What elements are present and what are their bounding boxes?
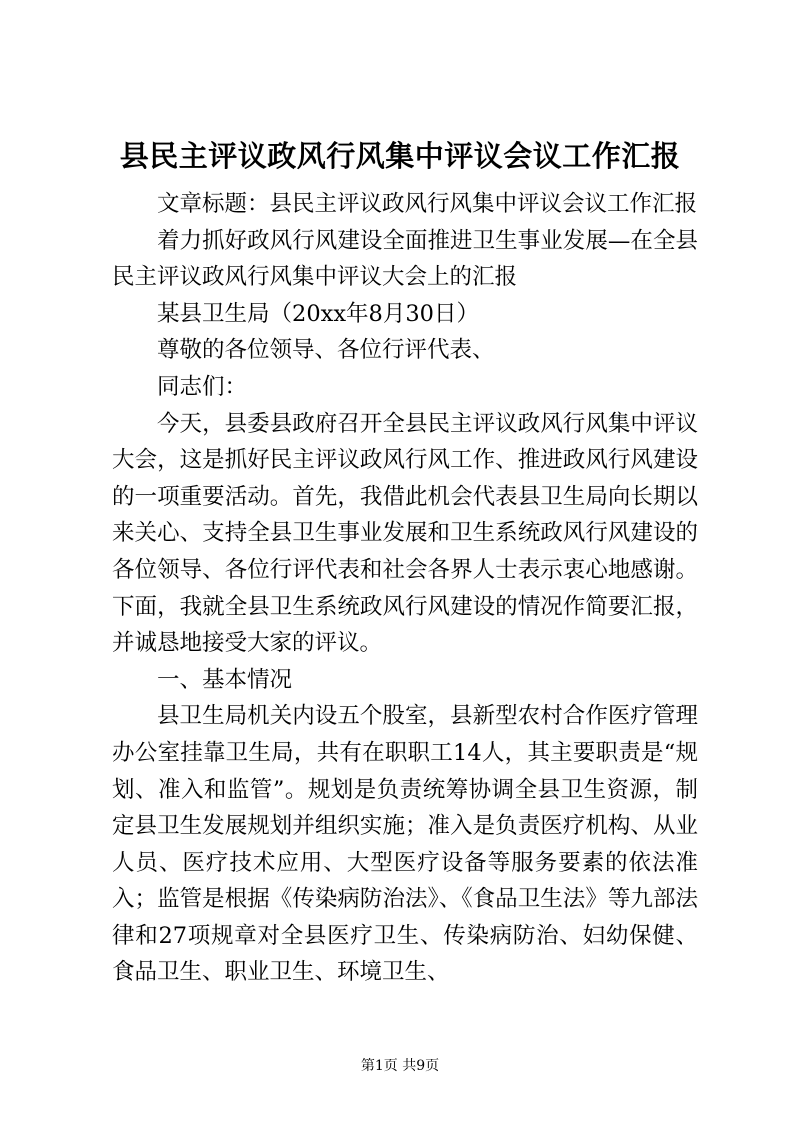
page-number-footer: 第1页 共9页 xyxy=(360,1058,440,1074)
document-title: 县民主评议政风行风集中评议会议工作汇报 xyxy=(119,139,681,173)
paragraph-introduction: 今天，县委县政府召开全县民主评议政风行风集中评议大会，这是抓好民主评议政风行风工作、推进政风行风建设的一项重要活动。首先，我借此机会代表县卫生局向长期以来关心、支持全县卫生事业发展和卫生系统政风行风建设的各位领导、各位行评代表和社会各界人士表示衷心地感谢。下面，我就全县卫生系统政风行风建设的情况作简要汇报，并诚恳地接受大家的评议。 xyxy=(112,410,698,657)
document-body xyxy=(112,186,698,991)
paragraph-author-date: 某县卫生局（20xx年8月30日） xyxy=(157,300,479,327)
paragraph-subtitle: 着力抓好政风行风建设全面推进卫生事业发展—在全县民主评议政风行风集中评议大会上的汇报 xyxy=(112,227,698,291)
paragraph-salutation-comrades: 同志们： xyxy=(157,373,248,400)
paragraph-basic-situation: 县卫生局机关内设五个股室，县新型农村合作医疗管理办公室挂靠卫生局，共有在职职工14人，其主要职责是“规划、准入和监管”。规划是负责统筹协调全县卫生资源，制定县卫生发展规划并组织实施；准入是负责医疗机构、从业人员、医疗技术应用、大型医疗设备等服务要素的依法准入；监管是根据《传染病防治法》、《食品卫生法》等九部法律和27项规章对全县医疗卫生、传染病防治、妇幼保健、食品卫生、职业卫生、环境卫生、 xyxy=(112,703,698,986)
section-heading-basic-situation: 一、基本情况 xyxy=(157,666,293,693)
paragraph-salutation: 尊敬的各位领导、各位行评代表、 xyxy=(157,337,495,364)
paragraph-article-title: 文章标题：县民主评议政风行风集中评议会议工作汇报 xyxy=(157,191,698,217)
